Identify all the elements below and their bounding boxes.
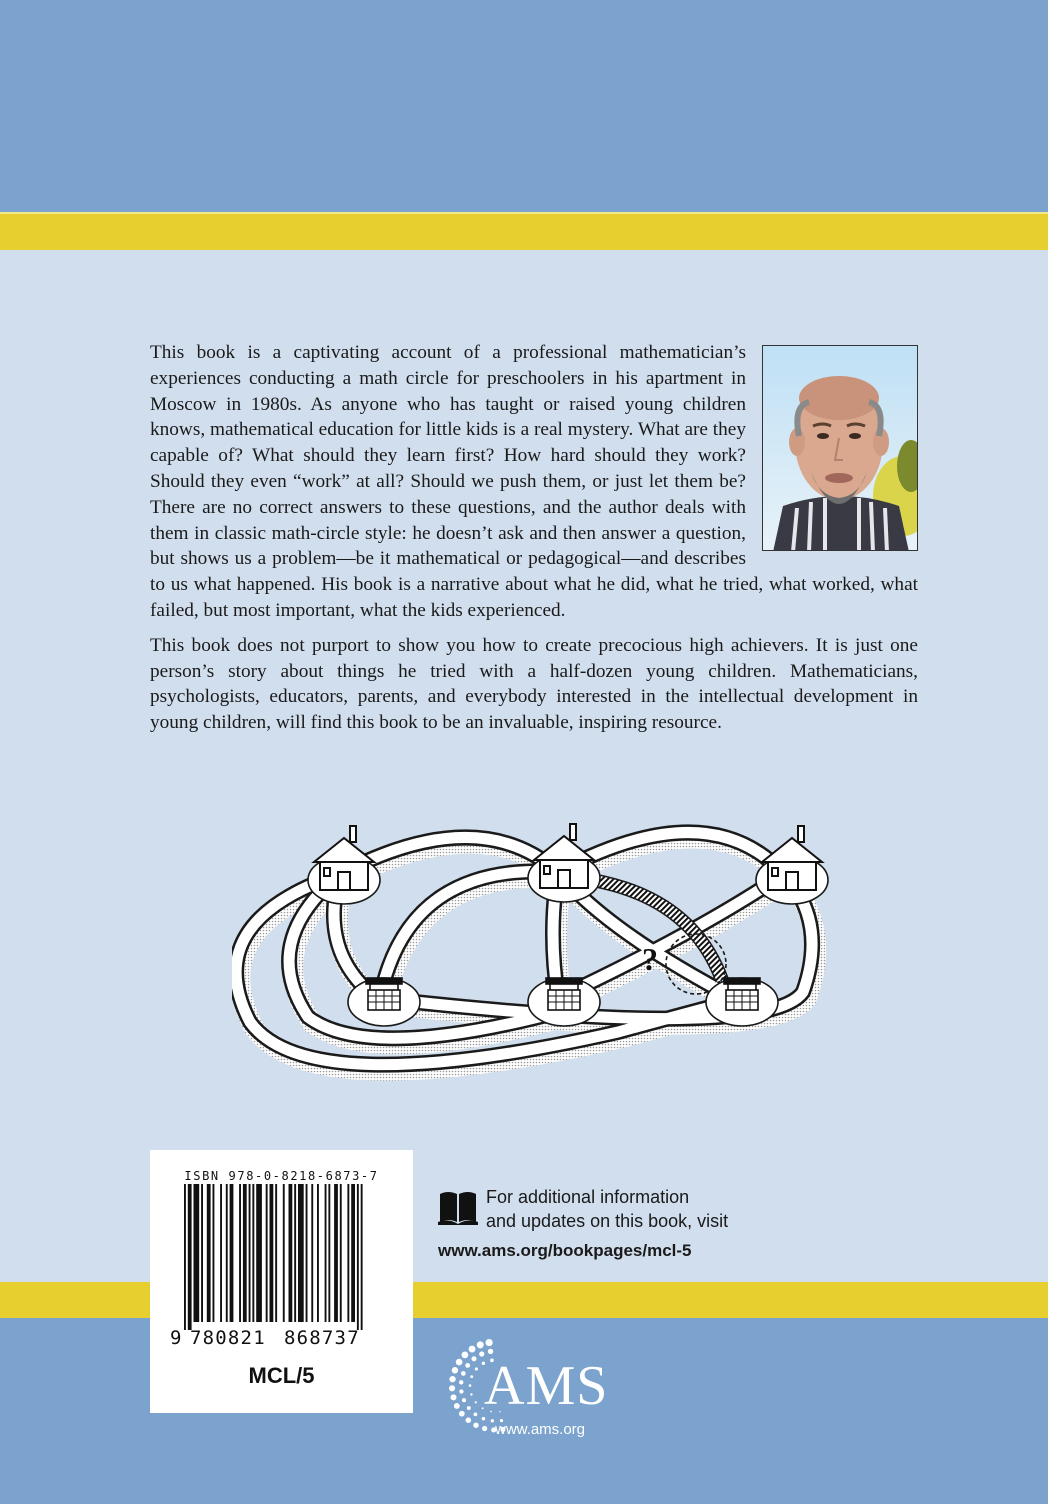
barcode-bars [184, 1184, 363, 1330]
barcode-digits-left: 780821 [190, 1327, 266, 1349]
author-photo [762, 345, 918, 551]
book-icon [438, 1190, 478, 1226]
info-line-1: For additional information [486, 1187, 690, 1207]
description-paragraph-2: This book does not purport to show you how to create precocious high achievers. It is just one person’s story about things he tried with a half-dozen young children. Mathematicians, psychologists, educators, parents, and everybody interested in the intellectual development in young children, will find this book to be an invaluable, inspiring resource. [150, 634, 918, 734]
top-yellow-stripe [0, 212, 1048, 250]
info-line-2: and updates on this book, visit [486, 1211, 729, 1231]
book-description [150, 340, 918, 745]
isbn-label: ISBN 978-0-8218-6873-7 [184, 1169, 379, 1183]
book-page-link[interactable]: www.ams.org/bookpages/mcl-5 [438, 1241, 692, 1260]
barcode-digits-right: 868737 [284, 1327, 360, 1349]
ams-website[interactable]: www.ams.org [495, 1421, 586, 1438]
question-mark-label: ? [642, 941, 658, 977]
three-houses-three-wells-illustration [232, 818, 832, 1094]
ams-logo-text: AMS [484, 1355, 609, 1417]
barcode-digit-first: 9 [170, 1327, 182, 1349]
description-paragraph-1: This book is a captivating account of a professional mathematician’s experiences conducting a math circle for preschoolers in his apartment in Moscow in 1980s. As anyone who has taught or raised young children knows, mathematical education for little kids is a real mystery. What are they capable of? What should they learn first? How hard should they work? Should they even “work” at all? Should we push them, or just let them be? There are no correct answers to these questions, and the author deals with them in classic math-circle style: he doesn’t ask and then answer a question, but shows us a problem—be it mathematical or pedagogical—and describes to us what happened. His book is a narrative about what he did, what he tried, what worked, what failed, but most important, what the kids experienced. [150, 342, 918, 621]
top-color-band [0, 0, 1048, 212]
series-code: MCL/5 [248, 1363, 315, 1388]
